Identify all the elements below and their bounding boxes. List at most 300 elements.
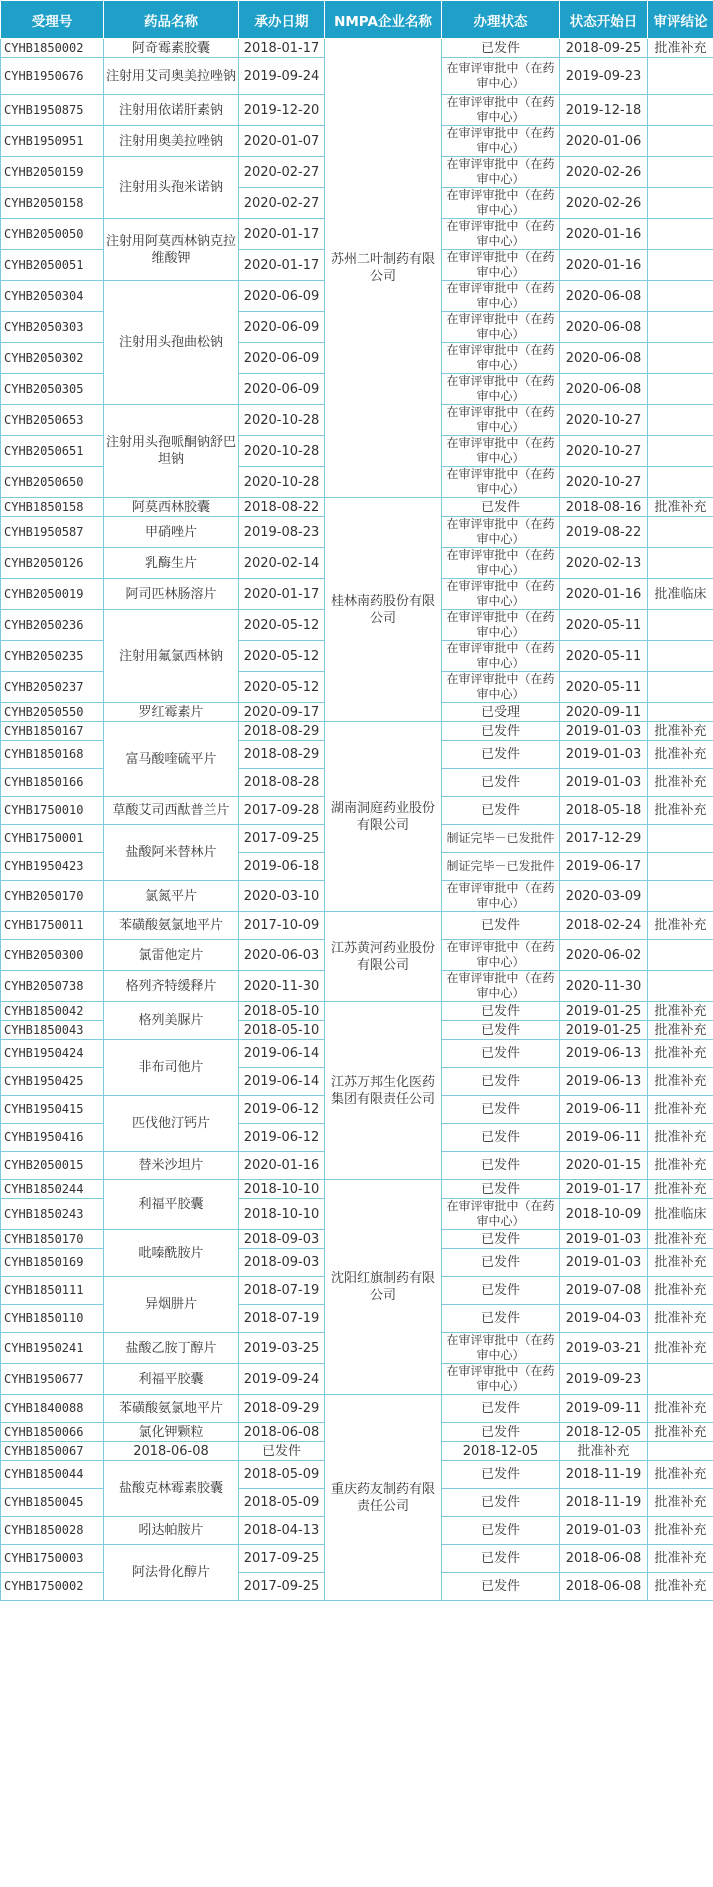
cell-status: 已发件 (442, 1152, 560, 1180)
cell-date: 2018-01-17 (239, 39, 325, 58)
cell-status: 已发件 (442, 1489, 560, 1517)
cell-date: 2018-08-28 (239, 769, 325, 797)
cell-conclusion (648, 940, 713, 971)
cell-conclusion: 批准补充 (648, 1423, 713, 1442)
cell-conclusion (648, 250, 713, 281)
cell-conclusion: 批准补充 (648, 1230, 713, 1249)
cell-start: 2020-10-27 (560, 436, 648, 467)
column-header-company[interactable]: NMPA企业名称 (325, 1, 442, 39)
column-header-start[interactable]: 状态开始日 (560, 1, 648, 39)
cell-id[interactable]: CYHB1850169 (1, 1249, 104, 1277)
cell-start: 2020-03-09 (560, 881, 648, 912)
table-row (1, 39, 713, 58)
cell-drug: 非布司他片 (104, 1040, 239, 1096)
cell-status: 已受理 (442, 703, 560, 722)
cell-status: 已发件 (442, 1068, 560, 1096)
cell-status: 已发件 (239, 1442, 325, 1461)
cell-date: 2018-04-13 (239, 1517, 325, 1545)
cell-start: 2019-09-11 (560, 1395, 648, 1423)
cell-drug: 盐酸乙胺丁醇片 (104, 1333, 239, 1364)
column-header-conclusion[interactable]: 审评结论 (648, 1, 713, 39)
cell-date: 2018-10-10 (239, 1199, 325, 1230)
cell-start: 2018-12-05 (560, 1423, 648, 1442)
cell-start: 2019-04-03 (560, 1305, 648, 1333)
cell-id[interactable]: CYHB1850043 (1, 1021, 104, 1040)
cell-date: 2019-06-12 (239, 1096, 325, 1124)
column-header-date[interactable]: 承办日期 (239, 1, 325, 39)
cell-id[interactable]: CYHB1950951 (1, 126, 104, 157)
cell-id[interactable]: CYHB1850243 (1, 1199, 104, 1230)
cell-id[interactable]: CYHB1850067 (1, 1442, 104, 1461)
cell-conclusion: 批准补充 (648, 1124, 713, 1152)
cell-conclusion (648, 881, 713, 912)
cell-start: 2018-10-09 (560, 1199, 648, 1230)
cell-date: 2020-05-12 (239, 641, 325, 672)
cell-drug: 注射用奥美拉唑钠 (104, 126, 239, 157)
cell-id[interactable]: CYHB1950423 (1, 853, 104, 881)
cell-id[interactable]: CYHB2050050 (1, 219, 104, 250)
cell-date: 2020-06-09 (239, 281, 325, 312)
cell-status: 在审评审批中（在药审中心） (442, 517, 560, 548)
cell-start: 2018-11-19 (560, 1489, 648, 1517)
cell-start: 2019-01-03 (560, 769, 648, 797)
cell-conclusion (648, 343, 713, 374)
cell-date: 2019-06-14 (239, 1068, 325, 1096)
cell-date: 2018-08-22 (239, 498, 325, 517)
cell-id[interactable]: CYHB1850110 (1, 1305, 104, 1333)
cell-id[interactable]: CYHB1850028 (1, 1517, 104, 1545)
cell-status: 在审评审批中（在药审中心） (442, 641, 560, 672)
cell-company: 桂林南药股份有限公司 (325, 498, 442, 722)
table-row (1, 1395, 713, 1423)
cell-id[interactable]: CYHB2050051 (1, 250, 104, 281)
cell-start: 2020-01-15 (560, 1152, 648, 1180)
cell-status: 已发件 (442, 1002, 560, 1021)
cell-status: 在审评审批中（在药审中心） (442, 881, 560, 912)
cell-drug: 苯磺酸氨氯地平片 (104, 912, 239, 940)
cell-id[interactable]: CYHB1950424 (1, 1040, 104, 1068)
cell-date: 2020-06-09 (239, 374, 325, 405)
cell-id[interactable]: CYHB2050170 (1, 881, 104, 912)
cell-conclusion (648, 641, 713, 672)
cell-status: 在审评审批中（在药审中心） (442, 579, 560, 610)
cell-id[interactable]: CYHB1750002 (1, 1573, 104, 1601)
table-body (1, 39, 713, 1601)
cell-id[interactable]: CYHB2050302 (1, 343, 104, 374)
cell-status: 在审评审批中（在药审中心） (442, 219, 560, 250)
cell-status: 在审评审批中（在药审中心） (442, 1333, 560, 1364)
cell-id[interactable]: CYHB1850042 (1, 1002, 104, 1021)
cell-id[interactable]: CYHB1850066 (1, 1423, 104, 1442)
cell-status: 已发件 (442, 1573, 560, 1601)
cell-drug: 吡嗪酰胺片 (104, 1230, 239, 1277)
cell-conclusion (648, 672, 713, 703)
cell-start: 2018-06-08 (560, 1545, 648, 1573)
cell-conclusion: 批准补充 (648, 1277, 713, 1305)
cell-drug: 匹伐他汀钙片 (104, 1096, 239, 1152)
cell-conclusion: 批准补充 (648, 1152, 713, 1180)
cell-date: 2017-09-28 (239, 797, 325, 825)
cell-status: 在审评审批中（在药审中心） (442, 672, 560, 703)
cell-status: 已发件 (442, 1545, 560, 1573)
cell-status: 已发件 (442, 1277, 560, 1305)
cell-status: 已发件 (442, 1180, 560, 1199)
cell-start: 2019-01-17 (560, 1180, 648, 1199)
cell-start: 2019-06-13 (560, 1040, 648, 1068)
cell-id[interactable]: CYHB2050651 (1, 436, 104, 467)
cell-drug: 吲达帕胺片 (104, 1517, 239, 1545)
cell-company: 江苏黄河药业股份有限公司 (325, 912, 442, 1002)
cell-conclusion: 批准补充 (648, 1249, 713, 1277)
cell-drug: 异烟肼片 (104, 1277, 239, 1333)
table-header-row (1, 1, 713, 39)
cell-date: 2019-09-24 (239, 1364, 325, 1395)
cell-start: 2020-01-16 (560, 250, 648, 281)
cell-id[interactable]: CYHB1750011 (1, 912, 104, 940)
cell-date: 2020-10-28 (239, 436, 325, 467)
cell-date: 2020-10-28 (239, 405, 325, 436)
cell-id[interactable]: CYHB1850044 (1, 1461, 104, 1489)
cell-start: 2019-01-03 (560, 1249, 648, 1277)
cell-drug: 草酸艾司西酞普兰片 (104, 797, 239, 825)
cell-date: 2018-09-03 (239, 1230, 325, 1249)
cell-drug: 注射用头孢米诺钠 (104, 157, 239, 219)
cell-conclusion: 批准补充 (648, 1040, 713, 1068)
cell-date: 2019-06-14 (239, 1040, 325, 1068)
table-row (1, 722, 713, 741)
cell-date: 2018-05-09 (239, 1489, 325, 1517)
cell-id[interactable]: CYHB2050300 (1, 940, 104, 971)
cell-conclusion: 批准补充 (648, 741, 713, 769)
cell-date: 2018-10-10 (239, 1180, 325, 1199)
cell-date: 2018-08-29 (239, 741, 325, 769)
cell-date: 2018-09-29 (239, 1395, 325, 1423)
cell-date: 2018-08-29 (239, 722, 325, 741)
cell-status: 已发件 (442, 1021, 560, 1040)
cell-status: 在审评审批中（在药审中心） (442, 343, 560, 374)
cell-conclusion: 批准补充 (648, 1395, 713, 1423)
cell-conclusion: 批准临床 (648, 1199, 713, 1230)
cell-drug: 利福平胶囊 (104, 1364, 239, 1395)
cell-start: 2019-06-17 (560, 853, 648, 881)
cell-id[interactable]: CYHB2050653 (1, 405, 104, 436)
cell-status: 已发件 (442, 1096, 560, 1124)
column-header-id[interactable]: 受理号 (1, 1, 104, 39)
cell-status: 已发件 (442, 722, 560, 741)
cell-date: 2020-10-28 (239, 467, 325, 498)
cell-id[interactable]: CYHB2050019 (1, 579, 104, 610)
cell-start: 2019-01-03 (560, 741, 648, 769)
cell-start: 2020-05-11 (560, 610, 648, 641)
cell-id[interactable]: CYHB1950676 (1, 58, 104, 95)
cell-id[interactable]: CYHB2050305 (1, 374, 104, 405)
cell-drug: 苯磺酸氨氯地平片 (104, 1395, 239, 1423)
cell-drug: 注射用依诺肝素钠 (104, 95, 239, 126)
cell-drug: 盐酸克林霉素胶囊 (104, 1461, 239, 1517)
cell-start: 2019-06-11 (560, 1124, 648, 1152)
cell-conclusion: 批准补充 (648, 1545, 713, 1573)
cell-drug: 注射用艾司奥美拉唑钠 (104, 58, 239, 95)
cell-conclusion (648, 548, 713, 579)
cell-conclusion: 批准补充 (648, 769, 713, 797)
cell-date: 2019-06-12 (239, 1124, 325, 1152)
cell-id[interactable]: CYHB1950587 (1, 517, 104, 548)
cell-start: 2018-08-16 (560, 498, 648, 517)
cell-start: 2019-06-13 (560, 1068, 648, 1096)
cell-id[interactable]: CYHB1850168 (1, 741, 104, 769)
cell-start: 2019-01-25 (560, 1021, 648, 1040)
cell-status: 已发件 (442, 1517, 560, 1545)
cell-start: 2020-01-16 (560, 219, 648, 250)
cell-date: 2020-06-09 (239, 312, 325, 343)
table-row (1, 1002, 713, 1021)
cell-conclusion (648, 405, 713, 436)
cell-start: 2018-09-25 (560, 39, 648, 58)
cell-start: 2020-06-02 (560, 940, 648, 971)
cell-id[interactable]: CYHB1850045 (1, 1489, 104, 1517)
cell-status: 在审评审批中（在药审中心） (442, 405, 560, 436)
cell-start: 2019-12-18 (560, 95, 648, 126)
cell-id[interactable]: CYHB2050126 (1, 548, 104, 579)
cell-id[interactable]: CYHB1850170 (1, 1230, 104, 1249)
cell-conclusion: 批准补充 (648, 1002, 713, 1021)
cell-id[interactable]: CYHB1850166 (1, 769, 104, 797)
table-row (1, 1180, 713, 1199)
cell-start: 2018-02-24 (560, 912, 648, 940)
cell-conclusion (648, 1364, 713, 1395)
cell-start: 2020-10-27 (560, 467, 648, 498)
cell-date: 2020-01-17 (239, 250, 325, 281)
cell-start: 2020-06-08 (560, 312, 648, 343)
cell-company: 江苏万邦生化医药集团有限责任公司 (325, 1002, 442, 1180)
cell-conclusion (648, 312, 713, 343)
cell-status: 已发件 (442, 741, 560, 769)
cell-start: 2020-05-11 (560, 672, 648, 703)
cell-id[interactable]: CYHB2050303 (1, 312, 104, 343)
cell-conclusion (648, 517, 713, 548)
cell-id[interactable]: CYHB1850244 (1, 1180, 104, 1199)
cell-id[interactable]: CYHB2050015 (1, 1152, 104, 1180)
cell-start: 2020-02-26 (560, 188, 648, 219)
cell-status: 已发件 (442, 498, 560, 517)
cell-drug: 氯化钾颗粒 (104, 1423, 239, 1442)
cell-conclusion (648, 188, 713, 219)
cell-date: 2019-06-18 (239, 853, 325, 881)
cell-date: 2020-05-12 (239, 672, 325, 703)
cell-start: 2020-01-06 (560, 126, 648, 157)
cell-date: 2018-06-08 (239, 1423, 325, 1442)
cell-start: 2020-02-26 (560, 157, 648, 188)
cell-id[interactable]: CYHB2050550 (1, 703, 104, 722)
cell-id[interactable]: CYHB1850167 (1, 722, 104, 741)
cell-drug: 阿司匹林肠溶片 (104, 579, 239, 610)
cell-status: 在审评审批中（在药审中心） (442, 126, 560, 157)
cell-start: 2019-07-08 (560, 1277, 648, 1305)
column-header-drug[interactable]: 药品名称 (104, 1, 239, 39)
cell-id[interactable]: CYHB2050235 (1, 641, 104, 672)
cell-date: 2018-05-09 (239, 1461, 325, 1489)
cell-id[interactable]: CYHB2050236 (1, 610, 104, 641)
cell-start: 2020-06-08 (560, 343, 648, 374)
cell-start: 2019-01-03 (560, 722, 648, 741)
cell-status: 在审评审批中（在药审中心） (442, 548, 560, 579)
cell-id[interactable]: CYHB1950416 (1, 1124, 104, 1152)
cell-start: 2020-06-08 (560, 374, 648, 405)
cell-drug: 阿法骨化醇片 (104, 1545, 239, 1601)
cell-drug: 甲硝唑片 (104, 517, 239, 548)
cell-start: 2018-05-18 (560, 797, 648, 825)
cell-conclusion: 批准补充 (648, 1489, 713, 1517)
cell-status: 在审评审批中（在药审中心） (442, 971, 560, 1002)
cell-conclusion: 批准补充 (648, 1180, 713, 1199)
cell-conclusion (648, 436, 713, 467)
cell-start: 2020-06-08 (560, 281, 648, 312)
cell-status: 在审评审批中（在药审中心） (442, 157, 560, 188)
cell-id[interactable]: CYHB1850158 (1, 498, 104, 517)
cell-conclusion: 批准补充 (648, 1573, 713, 1601)
cell-id[interactable]: CYHB1850002 (1, 39, 104, 58)
cell-status: 在审评审批中（在药审中心） (442, 188, 560, 219)
cell-id[interactable]: CYHB1750001 (1, 825, 104, 853)
cell-start: 2019-08-22 (560, 517, 648, 548)
cell-id[interactable]: CYHB1950875 (1, 95, 104, 126)
cell-drug: 氯雷他定片 (104, 940, 239, 971)
cell-id[interactable]: CYHB2050159 (1, 157, 104, 188)
cell-status: 已发件 (442, 1305, 560, 1333)
cell-status: 在审评审批中（在药审中心） (442, 95, 560, 126)
cell-status: 已发件 (442, 912, 560, 940)
cell-status: 在审评审批中（在药审中心） (442, 940, 560, 971)
table-row (1, 912, 713, 940)
cell-drug: 盐酸阿米替林片 (104, 825, 239, 881)
cell-status: 已发件 (442, 769, 560, 797)
cell-id[interactable]: CYHB1750010 (1, 797, 104, 825)
cell-start: 2019-03-21 (560, 1333, 648, 1364)
cell-id[interactable]: CYHB1950425 (1, 1068, 104, 1096)
cell-start: 2020-11-30 (560, 971, 648, 1002)
cell-date: 2020-02-14 (239, 548, 325, 579)
cell-status: 已发件 (442, 1461, 560, 1489)
cell-id[interactable]: CYHB1840088 (1, 1395, 104, 1423)
cell-drug: 替米沙坦片 (104, 1152, 239, 1180)
cell-date: 2018-07-19 (239, 1277, 325, 1305)
cell-status: 在审评审批中（在药审中心） (442, 1364, 560, 1395)
cell-drug: 注射用氟氯西林钠 (104, 610, 239, 703)
cell-conclusion: 批准补充 (648, 39, 713, 58)
cell-status: 制证完毕－已发批件 (442, 853, 560, 881)
cell-id[interactable]: CYHB1750003 (1, 1545, 104, 1573)
cell-date: 2019-03-25 (239, 1333, 325, 1364)
cell-conclusion (648, 825, 713, 853)
cell-id[interactable]: CYHB2050237 (1, 672, 104, 703)
cell-company: 重庆药友制药有限责任公司 (325, 1395, 442, 1601)
cell-conclusion (648, 467, 713, 498)
cell-start: 2018-06-08 (560, 1573, 648, 1601)
cell-start: 2019-06-11 (560, 1096, 648, 1124)
cell-status: 在审评审批中（在药审中心） (442, 610, 560, 641)
cell-id[interactable]: CYHB2050304 (1, 281, 104, 312)
cell-drug: 注射用头孢曲松钠 (104, 281, 239, 405)
cell-date: 2018-07-19 (239, 1305, 325, 1333)
cell-date: 2018-06-08 (104, 1442, 239, 1461)
cell-status: 制证完毕－已发批件 (442, 825, 560, 853)
cell-conclusion: 批准补充 (648, 1517, 713, 1545)
cell-conclusion: 批准临床 (648, 579, 713, 610)
cell-drug: 利福平胶囊 (104, 1180, 239, 1230)
cell-id[interactable]: CYHB2050738 (1, 971, 104, 1002)
cell-date: 2019-08-23 (239, 517, 325, 548)
cell-status: 在审评审批中（在药审中心） (442, 436, 560, 467)
cell-id[interactable]: CYHB2050650 (1, 467, 104, 498)
cell-conclusion (648, 281, 713, 312)
cell-drug: 阿莫西林胶囊 (104, 498, 239, 517)
cell-date: 2020-01-16 (239, 1152, 325, 1180)
cell-date: 2019-09-24 (239, 58, 325, 95)
cell-date: 2020-01-07 (239, 126, 325, 157)
cell-drug: 乳酶生片 (104, 548, 239, 579)
cell-conclusion: 批准补充 (560, 1442, 648, 1461)
cell-company: 苏州二叶制药有限公司 (325, 39, 442, 498)
cell-conclusion (648, 853, 713, 881)
cell-drug: 注射用阿莫西林钠克拉维酸钾 (104, 219, 239, 281)
cell-start: 2020-09-11 (560, 703, 648, 722)
cell-date: 2020-06-09 (239, 343, 325, 374)
cell-date: 2020-05-12 (239, 610, 325, 641)
cell-id[interactable]: CYHB1950241 (1, 1333, 104, 1364)
cell-status: 在审评审批中（在药审中心） (442, 1199, 560, 1230)
cell-date: 2020-01-17 (239, 579, 325, 610)
cell-date: 2018-09-03 (239, 1249, 325, 1277)
cell-start: 2019-01-03 (560, 1230, 648, 1249)
cell-conclusion (648, 703, 713, 722)
cell-conclusion: 批准补充 (648, 1068, 713, 1096)
column-header-status[interactable]: 办理状态 (442, 1, 560, 39)
cell-id[interactable]: CYHB1950677 (1, 1364, 104, 1395)
cell-conclusion: 批准补充 (648, 1461, 713, 1489)
cell-company: 湖南洞庭药业股份有限公司 (325, 722, 442, 912)
cell-start: 2018-12-05 (442, 1442, 560, 1461)
cell-date: 2017-09-25 (239, 1573, 325, 1601)
cell-conclusion (648, 95, 713, 126)
cell-status: 在审评审批中（在药审中心） (442, 250, 560, 281)
cell-date: 2017-09-25 (239, 825, 325, 853)
table-row (1, 498, 713, 517)
cell-start: 2019-01-03 (560, 1517, 648, 1545)
cell-id[interactable]: CYHB1850111 (1, 1277, 104, 1305)
cell-conclusion: 批准补充 (648, 498, 713, 517)
cell-conclusion (648, 971, 713, 1002)
cell-start: 2020-01-16 (560, 579, 648, 610)
cell-status: 已发件 (442, 1124, 560, 1152)
cell-start: 2020-05-11 (560, 641, 648, 672)
cell-id[interactable]: CYHB2050158 (1, 188, 104, 219)
cell-start: 2019-01-25 (560, 1002, 648, 1021)
cell-drug: 富马酸喹硫平片 (104, 722, 239, 797)
cell-conclusion: 批准补充 (648, 797, 713, 825)
cell-date: 2020-03-10 (239, 881, 325, 912)
cell-drug: 氯氮平片 (104, 881, 239, 912)
cell-conclusion (648, 157, 713, 188)
cell-date: 2020-02-27 (239, 157, 325, 188)
cell-conclusion (648, 126, 713, 157)
cell-status: 已发件 (442, 1230, 560, 1249)
cell-start: 2019-09-23 (560, 58, 648, 95)
cell-status: 已发件 (442, 1423, 560, 1442)
cell-status: 已发件 (442, 1040, 560, 1068)
cell-id[interactable]: CYHB1950415 (1, 1096, 104, 1124)
cell-drug: 格列齐特缓释片 (104, 971, 239, 1002)
cell-status: 已发件 (442, 39, 560, 58)
